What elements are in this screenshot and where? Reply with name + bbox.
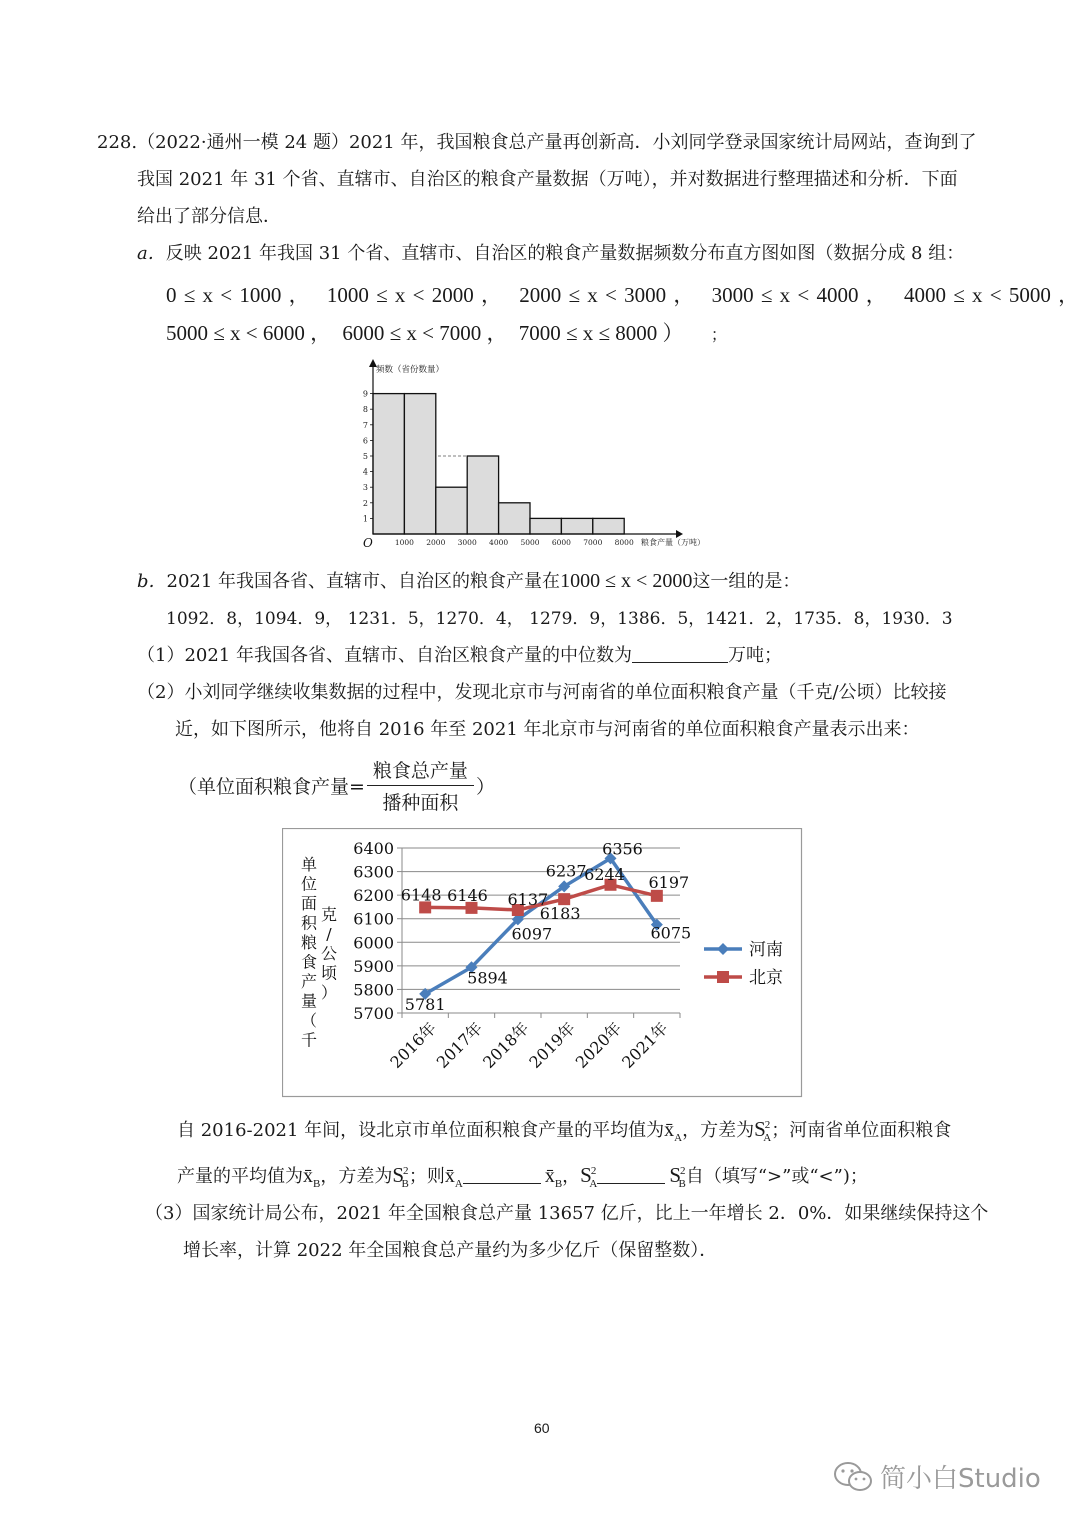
histogram-bar (593, 518, 624, 534)
q3-line-1: （3）国家统计局公布，2021 年全国粮食总产量 13657 亿斤，比上一年增长 2．0%．如果继续保持这个 (145, 1203, 989, 1224)
line-chart-x-tick-label: 2020年 (571, 1018, 626, 1072)
histogram-y-tick-label: 2 (362, 498, 368, 508)
line-chart-y-tick-label: 5700 (353, 1004, 394, 1023)
formula-left: （单位面积粮食产量= (178, 776, 365, 798)
line-chart-y-tick-label: 5900 (353, 956, 394, 976)
line-chart-ylabel-char: 公 (320, 944, 338, 963)
part-a-intro (137, 242, 964, 266)
part-a-label: a． (137, 243, 166, 264)
part-b-text-after: 这一组的是： (692, 571, 801, 592)
comp-text-2e: 自（填写“>”或“<”)； (685, 1166, 868, 1187)
line-chart-x-tick-label: 2019年 (525, 1018, 579, 1072)
line-chart-x-tick-label: 2016年 (386, 1018, 440, 1072)
formula-fraction (367, 756, 474, 815)
comp-text-1: 自 2016-2021 年间，设北京市单位面积粮食产量的平均值为 (177, 1120, 665, 1141)
variance-b-compare-sup: 2 (680, 1165, 686, 1177)
mean-b-compare-symbol: x̄ (544, 1165, 555, 1187)
histogram-y-tick-label: 7 (362, 420, 368, 430)
line-chart-data-label: 6197 (648, 872, 690, 892)
variance-a (754, 1117, 772, 1145)
range-2: 1000 ≤ x < 2000 ， (326, 283, 502, 307)
line-chart-ylabel-char: / (326, 924, 332, 944)
range-7: 6000 ≤ x < 7000 ， (342, 321, 508, 345)
histogram-bar (404, 394, 435, 534)
line-chart-ylabel-char: 食 (300, 952, 318, 972)
line-chart-data-label: 6137 (507, 889, 549, 909)
line-chart-ylabel-char: 粮 (300, 933, 318, 952)
histogram-x-tick-label: 8000 (614, 538, 634, 547)
q2-variance-blank[interactable] (597, 1165, 665, 1184)
line-chart-ylabel-char: 量 (300, 991, 318, 1011)
line-chart-ylabel-char: 顷 (320, 963, 338, 983)
histogram-bar (561, 518, 592, 534)
histogram-bar (467, 456, 498, 534)
line-chart-data-label: 6075 (650, 923, 692, 943)
mean-b-compare-sub: B (554, 1178, 563, 1190)
line-chart-y-tick-label: 5800 (353, 980, 394, 1000)
histogram-bar (530, 518, 561, 534)
comp-text-1c: ；河南省单位面积粮食 (771, 1120, 952, 1141)
line-chart-ylabel-char: 位 (300, 874, 318, 894)
histogram-x-tick-label: 5000 (520, 538, 540, 547)
line-chart-x-tick-label: 2017年 (432, 1018, 487, 1072)
line-chart-data-label: 6097 (511, 924, 553, 944)
range-4: 3000 ≤ x < 4000 ， (711, 283, 887, 307)
problem-line-2: 我国 2021 年 31 个省、直辖市、自治区的粮食产量数据（万吨），并对数据进行整理描述和分析．下面 (137, 169, 958, 190)
line-chart-data-label: 5894 (467, 968, 508, 988)
part-b-label: b． (137, 571, 167, 592)
line-chart-ylabel-char: 面 (300, 894, 318, 913)
line-chart-ylabel-char: 克 (320, 905, 338, 924)
formula-numerator: 粮食总产量 (367, 756, 474, 786)
line-chart-ylabel-char: 单 (300, 855, 318, 874)
variance-a-compare (580, 1163, 598, 1191)
q3-line-2: 增长率，计算 2022 年全国粮食总产量约为多少亿斤（保留整数）． (183, 1240, 718, 1261)
histogram-y-tick-label: 4 (362, 467, 368, 477)
line-chart-data-label: 6244 (584, 864, 625, 884)
variance-a-sup: 2 (764, 1119, 771, 1131)
histogram-chart (350, 358, 730, 553)
q2-line-2: 近，如下图所示，他将自 2016 年至 2021 年北京市与河南省的单位面积粮食产量表示出来： (175, 719, 920, 740)
variance-a-sub: A (763, 1132, 772, 1145)
line-chart-y-tick-label: 6000 (353, 933, 394, 953)
mean-a-sub: A (674, 1132, 683, 1144)
line-chart-data-label: 5781 (404, 994, 446, 1014)
line-chart-x-tick-label: 2021年 (618, 1018, 672, 1072)
part-b-text: 2021 年我国各省、直辖市、自治区的粮食产量在 (166, 571, 561, 592)
comp-text-2a: 产量的平均值为 (177, 1166, 303, 1187)
range-6: 5000 ≤ x < 6000 ， (166, 321, 332, 345)
mean-a-compare (444, 1165, 463, 1190)
variance-a-symbol: S (754, 1117, 766, 1141)
histogram-x-tick-label: 7000 (583, 538, 603, 547)
page-number: 60 (534, 1420, 550, 1436)
part-b-values: 1092．8，1094．9， 1231．5，1270．4， 1279．9，1386．5，1421．2，1735．8，1930．3 (166, 609, 953, 629)
comp-text-1b: ，方差为 (682, 1120, 755, 1141)
line-chart-data-label: 6237 (545, 861, 587, 881)
legend-label-beijing: 北京 (749, 968, 783, 988)
histogram-bar (499, 503, 530, 534)
legend-marker-beijing (717, 971, 729, 983)
line-chart-y-tick-label: 6400 (353, 839, 394, 858)
variance-a-compare-symbol: S (580, 1163, 592, 1187)
watermark-text: 简小白Studio (880, 1464, 1041, 1494)
range-5: 4000 ≤ x < 5000 ， (904, 283, 1080, 307)
histogram-xlabel: 粮食产量（万吨） (641, 538, 705, 547)
part-b-range: 1000 ≤ x < 2000 (560, 570, 693, 592)
mean-a (664, 1119, 683, 1144)
comparison-line-2 (177, 1159, 868, 1196)
mean-b-compare (544, 1165, 563, 1190)
wechat-icon (832, 1460, 874, 1494)
variance-b-sub: B (401, 1178, 409, 1191)
histogram-origin: O (363, 536, 373, 550)
q1-text: （1）2021 年我国各省、直辖市、自治区粮食产量的中位数为 (137, 645, 632, 666)
problem-line-3: 给出了部分信息． (137, 206, 281, 227)
problem-text-1: （2022·通州一模 24 题）2021 年，我国粮食总产量再创新高．小刘同学登录国家统计局网站，查询到了 (137, 132, 977, 153)
variance-b-symbol: S (392, 1163, 405, 1187)
mean-a-symbol: x̄ (664, 1119, 675, 1141)
histogram-bar (436, 487, 467, 534)
question-1 (137, 644, 782, 668)
variance-a-compare-sup: 2 (590, 1165, 597, 1177)
comp-text-2b: ，方差为 (320, 1166, 393, 1187)
comp-text-2c: ；则 (408, 1166, 445, 1187)
histogram-x-arrow (676, 530, 683, 538)
watermark (832, 1458, 1041, 1495)
ranges-row-1 (166, 279, 1079, 309)
comparison-line-1 (177, 1113, 951, 1150)
variance-b-compare-symbol: S (669, 1163, 681, 1187)
line-chart-ylabel-char: ） (320, 983, 338, 1002)
variance-a-compare-sub: A (589, 1178, 598, 1191)
variance-b-sup: 2 (403, 1165, 409, 1177)
histogram-y-tick-label: 8 (362, 405, 368, 415)
formula-line (178, 756, 495, 815)
line-chart-y-tick-label: 6100 (353, 909, 394, 929)
part-a-text: 反映 2021 年我国 31 个省、直辖市、自治区的粮食产量数据频数分布直方图如图（数据分成 8 组： (165, 243, 965, 264)
line-chart-ylabel-char: 产 (300, 972, 318, 991)
q1-answer-blank[interactable] (632, 644, 728, 663)
part-b-intro (137, 569, 800, 594)
legend-label-henan: 河南 (749, 940, 783, 960)
line-chart-data-label: 6356 (602, 839, 643, 859)
line-chart-ylabel-char: 积 (300, 913, 318, 933)
line-chart (282, 828, 803, 1098)
formula-denominator: 播种面积 (382, 792, 459, 814)
problem-line-1 (97, 131, 976, 155)
comp-text-2d: ， (562, 1166, 581, 1187)
histogram-bars (373, 394, 624, 534)
line-chart-data-label: 6183 (539, 904, 581, 924)
line-chart-data-label: 6148 (400, 885, 442, 905)
line-chart-ylabel-char: 千 (300, 1030, 318, 1050)
histogram-y-tick-label: 6 (362, 436, 368, 446)
line-chart-x-tick-label: 2018年 (479, 1018, 533, 1072)
mean-a-compare-sub: A (454, 1178, 463, 1190)
histogram-y-tick-label: 9 (362, 389, 368, 399)
histogram-x-tick-label: 1000 (394, 538, 414, 547)
line-chart-data-label: 6146 (447, 885, 488, 905)
line-chart-ylabel-char: （ (300, 1011, 318, 1030)
range-1: 0 ≤ x < 1000 ， (166, 283, 310, 307)
range-3: 2000 ≤ x < 3000 ， (519, 283, 695, 307)
problem-number: 228. (97, 132, 138, 153)
histogram-x-tick-label: 3000 (457, 538, 477, 547)
histogram-y-tick-label: 5 (362, 452, 368, 461)
histogram-x-tick-label: 2000 (426, 538, 446, 547)
histogram-bar (373, 394, 404, 534)
histogram-x-tick-label: 6000 (551, 538, 571, 547)
line-chart-y-tick-label: 6200 (353, 886, 394, 906)
mean-a-compare-symbol: x̄ (444, 1165, 455, 1187)
ranges-row-2 (166, 317, 727, 347)
histogram-x-tick-label: 4000 (489, 538, 509, 547)
q2-line-1: （2）小刘同学继续收集数据的过程中，发现北京市与河南省的单位面积粮食产量（千克/公顷）比较接 (137, 682, 947, 703)
line-chart-y-tick-label: 6300 (353, 862, 394, 882)
variance-b (392, 1163, 409, 1191)
range-8: 7000 ≤ x ≤ 8000 ） (518, 321, 684, 345)
histogram-y-tick-label: 1 (362, 514, 368, 524)
variance-b-compare-sub: B (678, 1178, 686, 1191)
q2-mean-blank[interactable] (463, 1165, 541, 1184)
histogram-ylabel: 频数（省份数量） (376, 365, 445, 375)
mean-b (303, 1165, 321, 1190)
variance-b-compare (669, 1163, 686, 1191)
q1-unit: 万吨； (727, 645, 782, 666)
histogram-y-tick-label: 3 (362, 483, 368, 493)
formula-right: ） (475, 776, 495, 798)
mean-b-symbol: x̄ (303, 1165, 313, 1187)
range-end: ； (710, 327, 727, 344)
mean-b-sub: B (313, 1178, 321, 1190)
